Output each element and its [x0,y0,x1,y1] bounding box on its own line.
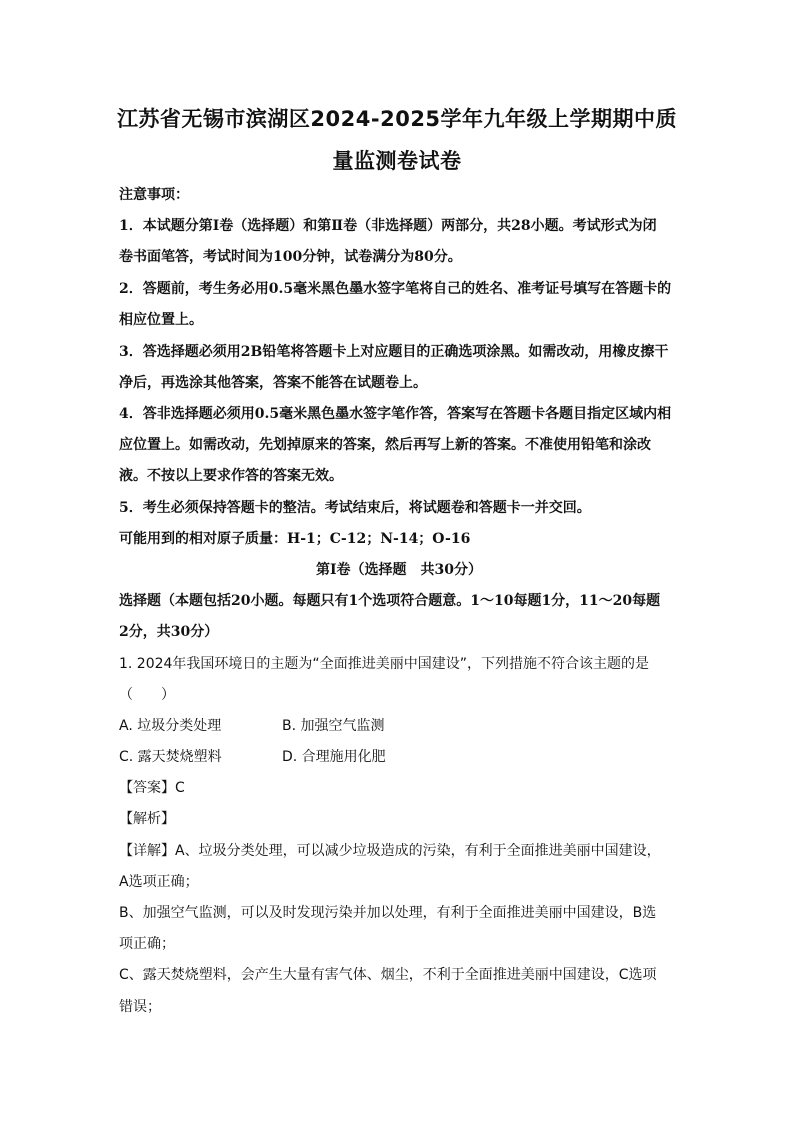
section-instruction: 选择题（本题包括20小题。每题只有1个选项符合题意。1～10每题1分，11～20每题 [119,593,661,609]
atomic-mass-line: 可能用到的相对原子质量：H-1；C-12；N-14；O-16 [119,531,471,547]
section-title: 第Ⅰ卷（选择题 共30分） [315,562,483,578]
notice-line: 3．答选择题必须用2B铅笔将答题卡上对应题目的正确选项涂黑。如需改动，用橡皮擦干 [119,344,669,360]
detail-line: C、露天焚烧塑料，会产生大量有害气体、烟尘，不利于全面推进美丽中国建设，C选项 [119,967,657,983]
notice-line: 1．本试题分第Ⅰ卷（选择题）和第Ⅱ卷（非选择题）两部分，共28小题。考试形式为闭 [119,218,657,234]
page-title-line2: 量监测卷试卷 [332,149,462,173]
notice-line: 4．答非选择题必须用0.5毫米黑色墨水签字笔作答，答案写在答题卡各题目指定区域内相 [119,406,672,422]
notice-line: 应位置上。如需改动，先划掉原来的答案，然后再写上新的答案。不准使用铅笔和涂改 [119,437,651,453]
notice-line: 液。不按以上要求作答的答案无效。 [119,468,343,484]
notice-line: 净后，再选涂其他答案，答案不能答在试题卷上。 [119,375,427,391]
question-stem-bracket: （ ） [119,687,175,703]
analysis-heading: 【解析】 [119,811,175,827]
option-a: A. 垃圾分类处理 [119,718,222,734]
question-stem: 1. 2024年我国环境日的主题为“全面推进美丽中国建设”，下列措施不符合该主题的是 [119,656,649,672]
detail-line: 项正确； [119,936,175,952]
detail-line: 错误； [119,999,161,1015]
detail-line: B、加强空气监测，可以及时发现污染并加以处理，有利于全面推进美丽中国建设，B选 [119,905,657,921]
option-d: D. 合理施用化肥 [282,749,386,765]
option-b: B. 加强空气监测 [282,718,385,734]
notice-heading: 注意事项： [119,187,189,203]
detail-line: 【详解】A、垃圾分类处理，可以减少垃圾造成的污染，有利于全面推进美丽中国建设， [119,843,661,859]
detail-line: A选项正确； [119,874,199,890]
option-c: C. 露天焚烧塑料 [119,749,222,765]
answer-label: 【答案】C [119,780,185,796]
notice-line: 5．考生必须保持答题卡的整洁。考试结束后，将试题卷和答题卡一并交回。 [119,500,591,516]
notice-line: 相应位置上。 [119,312,203,328]
section-instruction: 2分，共30分） [119,624,219,640]
page-title-line1: 江苏省无锡市滨湖区2024-2025学年九年级上学期期中质 [116,107,678,131]
notice-line: 卷书面笔答，考试时间为100分钟，试卷满分为80分。 [119,249,462,265]
notice-line: 2．答题前，考生务必用0.5毫米黑色墨水签字笔将自己的姓名、准考证号填写在答题卡的 [119,281,672,297]
